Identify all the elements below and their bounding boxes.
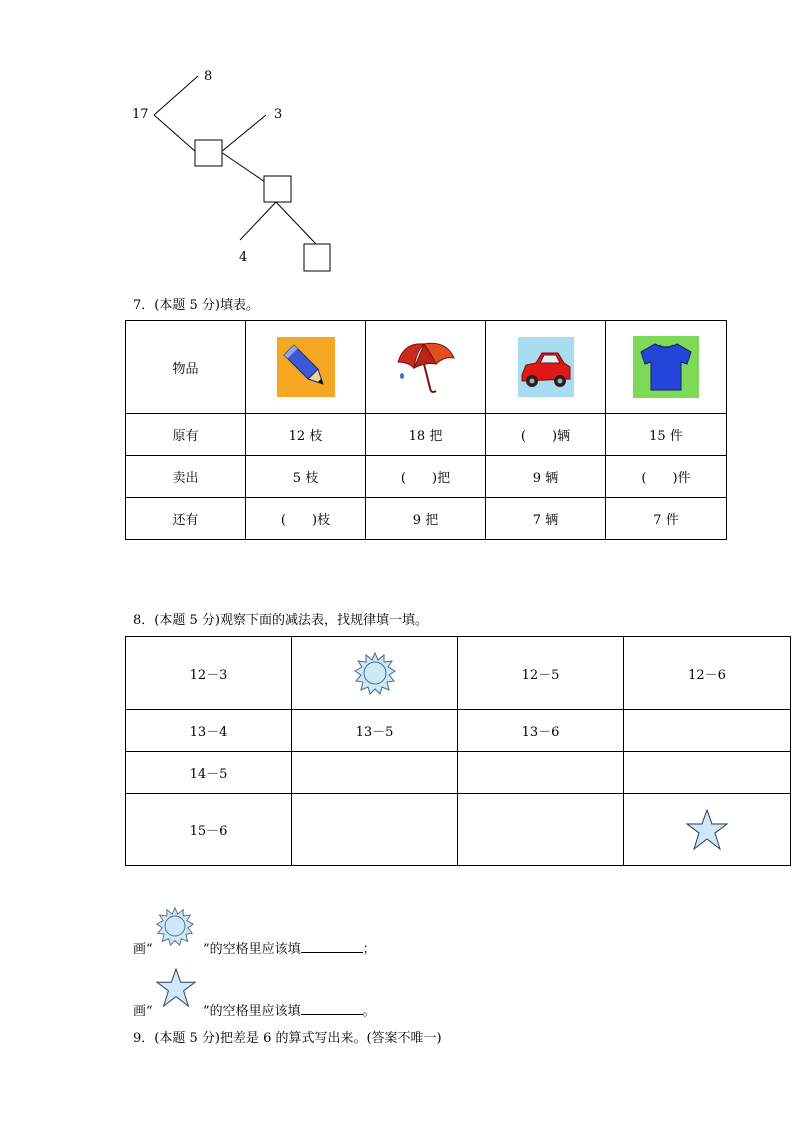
q8-cell: 14－5 [126, 752, 292, 794]
q7-cell: 7 件 [606, 498, 727, 540]
star-line-end: 。 [362, 1004, 376, 1019]
q8-row-1 [126, 637, 791, 710]
car-icon [518, 337, 574, 397]
q7-cell: 15 件 [606, 414, 727, 456]
tree-box-2[interactable] [264, 176, 291, 202]
star-icon [155, 968, 197, 1008]
question-8-title: 8．(本题 5 分)观察下面的减法表，找规律填一填。 [133, 613, 428, 628]
sun-line-end: ； [362, 942, 376, 957]
q7-cell: 9 辆 [486, 456, 606, 498]
q7-cell-tshirt [606, 321, 727, 414]
star-line-prefix: 画“ [133, 1004, 153, 1019]
tree-number-bottom-left: 4 [239, 250, 248, 265]
q8-row-2 [126, 710, 791, 752]
q8-cell [292, 752, 458, 794]
q8-cell [458, 752, 624, 794]
q7-row-sold [126, 456, 727, 498]
q8-cell [624, 710, 791, 752]
sun-icon [353, 651, 397, 695]
q7-cell-car [486, 321, 606, 414]
q7-label-original: 原有 [126, 414, 246, 456]
number-tree-diagram [0, 0, 794, 290]
q8-cell: 12－6 [624, 637, 791, 710]
sun-icon [155, 906, 195, 946]
sun-line-prefix: 画“ [133, 942, 153, 957]
q8-cell [624, 752, 791, 794]
q8-cell-sun[interactable] [292, 637, 458, 710]
q8-cell: 12－5 [458, 637, 624, 710]
q8-cell [458, 794, 624, 866]
q8-cell: 15－6 [126, 794, 292, 866]
tree-number-top: 8 [204, 69, 213, 84]
q7-cell: 18 把 [366, 414, 486, 456]
q8-cell: 13－4 [126, 710, 292, 752]
q8-row-3 [126, 752, 791, 794]
sun-answer-blank[interactable] [301, 940, 363, 953]
q7-cell[interactable]: ( )件 [606, 456, 727, 498]
q7-label-items: 物品 [126, 321, 246, 414]
q7-cell: 9 把 [366, 498, 486, 540]
q7-cell[interactable]: ( )把 [366, 456, 486, 498]
star-icon [685, 809, 729, 851]
q7-row-remaining [126, 498, 727, 540]
q7-cell: 12 枝 [246, 414, 366, 456]
q7-table [125, 320, 727, 540]
q7-cell[interactable]: ( )枝 [246, 498, 366, 540]
q7-label-sold: 卖出 [126, 456, 246, 498]
q8-row-4 [126, 794, 791, 866]
tree-box-3[interactable] [304, 244, 330, 271]
star-answer-blank[interactable] [301, 1002, 363, 1015]
star-line-suffix: ”的空格里应该填 [203, 1004, 301, 1019]
q7-cell[interactable]: ( )辆 [486, 414, 606, 456]
pencil-icon [277, 337, 335, 397]
q7-label-remaining: 还有 [126, 498, 246, 540]
tshirt-icon [633, 336, 699, 398]
q8-cell: 12－3 [126, 637, 292, 710]
tree-number-right: 3 [274, 107, 283, 122]
q8-cell: 13－6 [458, 710, 624, 752]
q8-cell: 13－5 [292, 710, 458, 752]
tree-number-left: 17 [132, 107, 149, 122]
q7-row-items [126, 321, 727, 414]
q8-cell [292, 794, 458, 866]
sun-line-suffix: ”的空格里应该填 [203, 942, 301, 957]
q8-table [125, 636, 791, 866]
q7-cell: 5 枝 [246, 456, 366, 498]
question-7-title: 7．(本题 5 分)填表。 [133, 298, 259, 313]
question-9-title: 9．(本题 5 分)把差是 6 的算式写出来。(答案不唯一) [133, 1031, 442, 1046]
q8-cell-star[interactable] [624, 794, 791, 866]
tree-box-1[interactable] [195, 140, 222, 166]
q7-cell-pencil [246, 321, 366, 414]
q7-row-original [126, 414, 727, 456]
umbrella-icon [394, 336, 458, 398]
q7-cell-umbrella [366, 321, 486, 414]
q7-cell: 7 辆 [486, 498, 606, 540]
